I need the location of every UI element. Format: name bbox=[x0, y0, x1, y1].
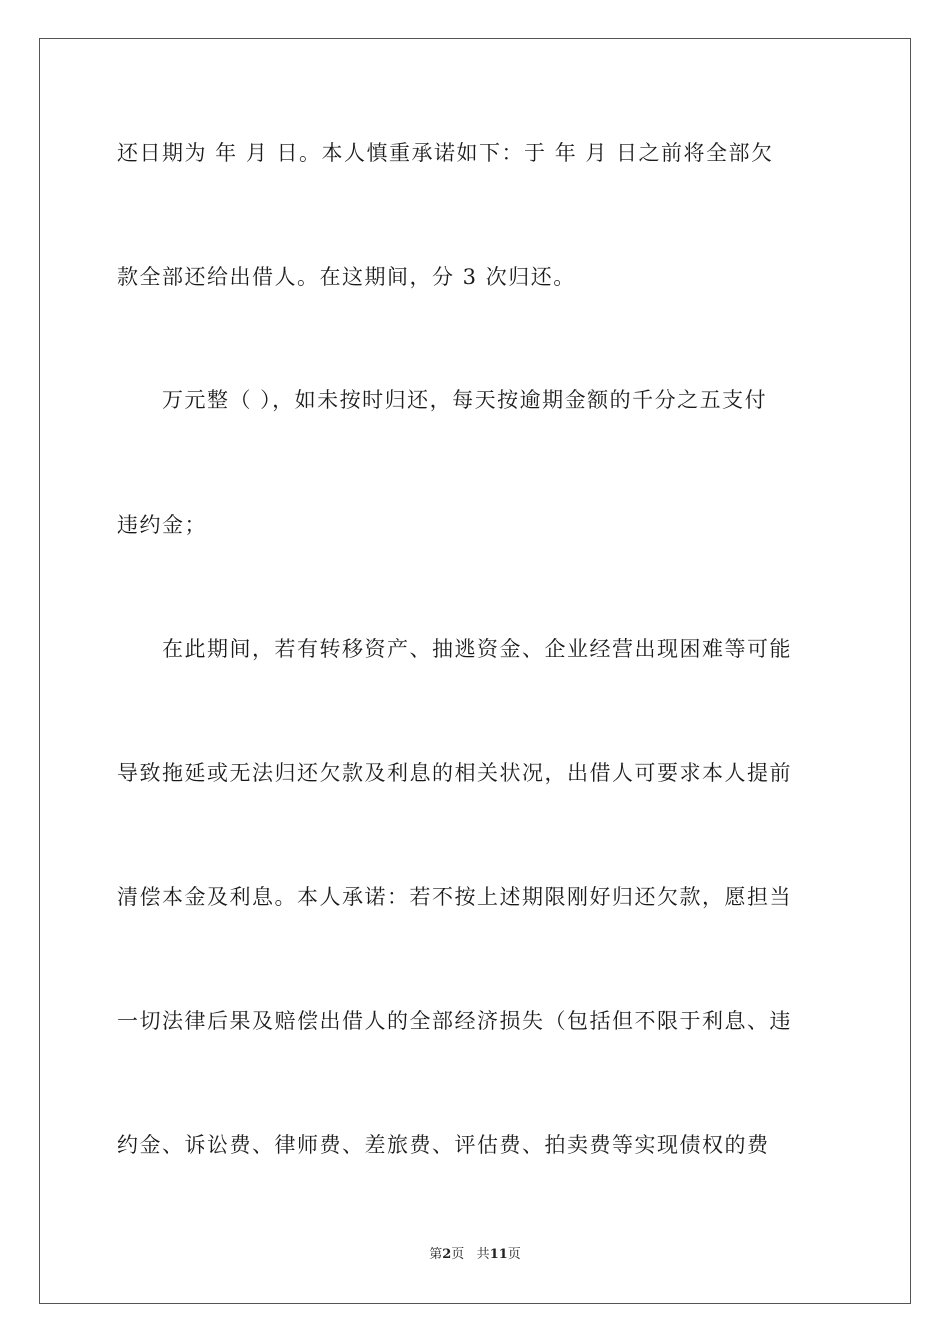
text-line-7: 清偿本金及利息。本人承诺：若不按上述期限刚好归还欠款，愿担当 bbox=[117, 885, 792, 909]
text-line-4: 违约金； bbox=[117, 513, 207, 537]
footer-page-number: 2 bbox=[442, 1247, 452, 1262]
footer-page-suffix: 页 bbox=[451, 1247, 465, 1262]
text-line-2: 款全部还给出借人。在这期间，分 3 次归还。 bbox=[117, 265, 576, 289]
page-border bbox=[39, 38, 911, 1304]
page-footer bbox=[0, 1246, 950, 1264]
text-line-1: 还日期为 年 月 日。本人慎重承诺如下：于 年 月 日之前将全部欠 bbox=[117, 141, 774, 165]
text-line-9: 约金、诉讼费、律师费、差旅费、评估费、拍卖费等实现债权的费 bbox=[117, 1133, 770, 1157]
footer-total-prefix: 共 bbox=[476, 1247, 490, 1262]
text-line-3: 万元整（ ），如未按时归还，每天按逾期金额的千分之五支付 bbox=[162, 388, 768, 412]
text-line-5: 在此期间，若有转移资产、抽逃资金、企业经营出现困难等可能 bbox=[162, 637, 792, 661]
text-line-8: 一切法律后果及赔偿出借人的全部经济损失（包括但不限于利息、违 bbox=[117, 1009, 792, 1033]
text-line-6: 导致拖延或无法归还欠款及利息的相关状况，出借人可要求本人提前 bbox=[117, 761, 792, 785]
footer-total-pages: 11 bbox=[489, 1247, 508, 1262]
footer-page-prefix: 第 bbox=[429, 1247, 443, 1262]
footer-total-suffix: 页 bbox=[507, 1247, 521, 1262]
